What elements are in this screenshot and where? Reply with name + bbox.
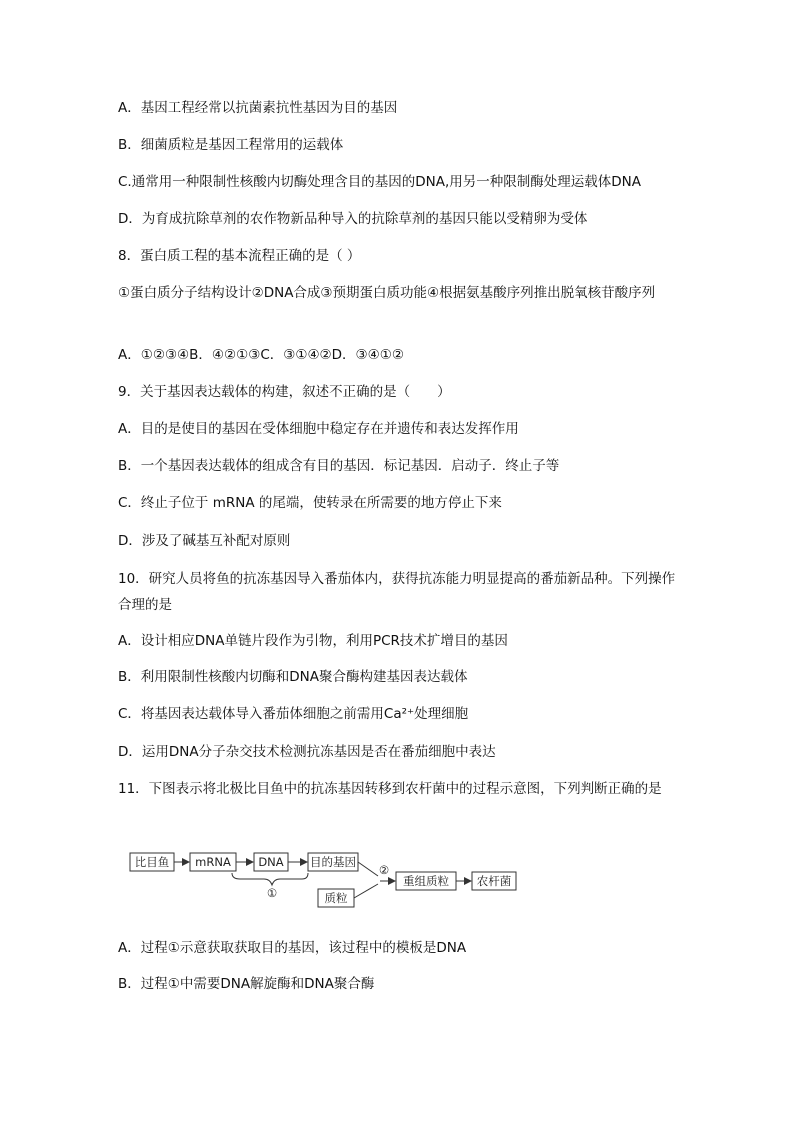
q9-option-c: C．终止子位于 mRNA 的尾端，使转录在所需要的地方停止下来: [118, 495, 502, 511]
q7-option-d: D．为育成抗除草剂的农作物新品种导入的抗除草剂的基因只能以受精卵为受体: [118, 211, 588, 227]
q10-option-a: A．设计相应DNA单链片段作为引物，利用PCR技术扩增目的基因: [118, 633, 508, 649]
q9-option-a: A．目的是使目的基因在受体细胞中稳定存在并遗传和表达发挥作用: [118, 421, 519, 437]
recombinant-label: 重组质粒: [403, 874, 449, 888]
step1-label: ①: [266, 886, 278, 900]
q7-option-a: A．基因工程经常以抗菌素抗性基因为目的基因: [118, 100, 398, 116]
q9-option-d: D．涉及了碱基互补配对原则: [118, 533, 291, 549]
step2-label: ②: [378, 863, 390, 877]
q10-option-b: B．利用限制性核酸内切酶和DNA聚合酶构建基因表达载体: [118, 669, 468, 685]
target-gene-label: 目的基因: [310, 855, 356, 869]
q11-stem: 11．下图表示将北极比目鱼中的抗冻基因转移到农杆菌中的过程示意图，下列判断正确的是: [118, 781, 662, 797]
q8-stem: 8．蛋白质工程的基本流程正确的是（ ）: [118, 248, 361, 264]
q10-stem: 10．研究人员将鱼的抗冻基因导入番茄体内，获得抗冻能力明显提高的番茄新品种。下列操作合理的是: [118, 571, 676, 613]
q8-steps: ①蛋白质分子结构设计②DNA合成③预期蛋白质功能④根据氨基酸序列推出脱氧核苷酸序列: [118, 285, 656, 301]
q7-option-b: B．细菌质粒是基因工程常用的运载体: [118, 137, 344, 153]
q9-option-b: B．一个基因表达载体的组成含有目的基因．标记基因．启动子．终止子等: [118, 458, 560, 474]
q10-option-c: C．将基因表达载体导入番茄体细胞之前需用Ca²⁺处理细胞: [118, 706, 469, 722]
agro-label: 农杆菌: [476, 874, 512, 888]
mrna-label: mRNA: [195, 855, 231, 869]
q8-options: A．①②③④B．④②①③C．③①④②D．③④①②: [118, 347, 404, 363]
fish-label: 比目鱼: [134, 855, 170, 869]
q7-option-c: C.通常用一种限制性核酸内切酶处理含目的基因的DNA,用另一种限制酶处理运载体DNA: [118, 174, 641, 190]
q11-option-a: A．过程①示意获取获取目的基因，该过程中的模板是DNA: [118, 940, 467, 956]
gene-transfer-diagram: [128, 846, 528, 912]
q9-stem: 9．关于基因表达载体的构建，叙述不正确的是（ ）: [118, 384, 451, 400]
q11-option-b: B．过程①中需要DNA解旋酶和DNA聚合酶: [118, 976, 375, 992]
plasmid-label: 质粒: [324, 891, 348, 905]
q10-option-d: D．运用DNA分子杂交技术检测抗冻基因是否在番茄细胞中表达: [118, 744, 496, 760]
dna-label: DNA: [258, 855, 284, 869]
